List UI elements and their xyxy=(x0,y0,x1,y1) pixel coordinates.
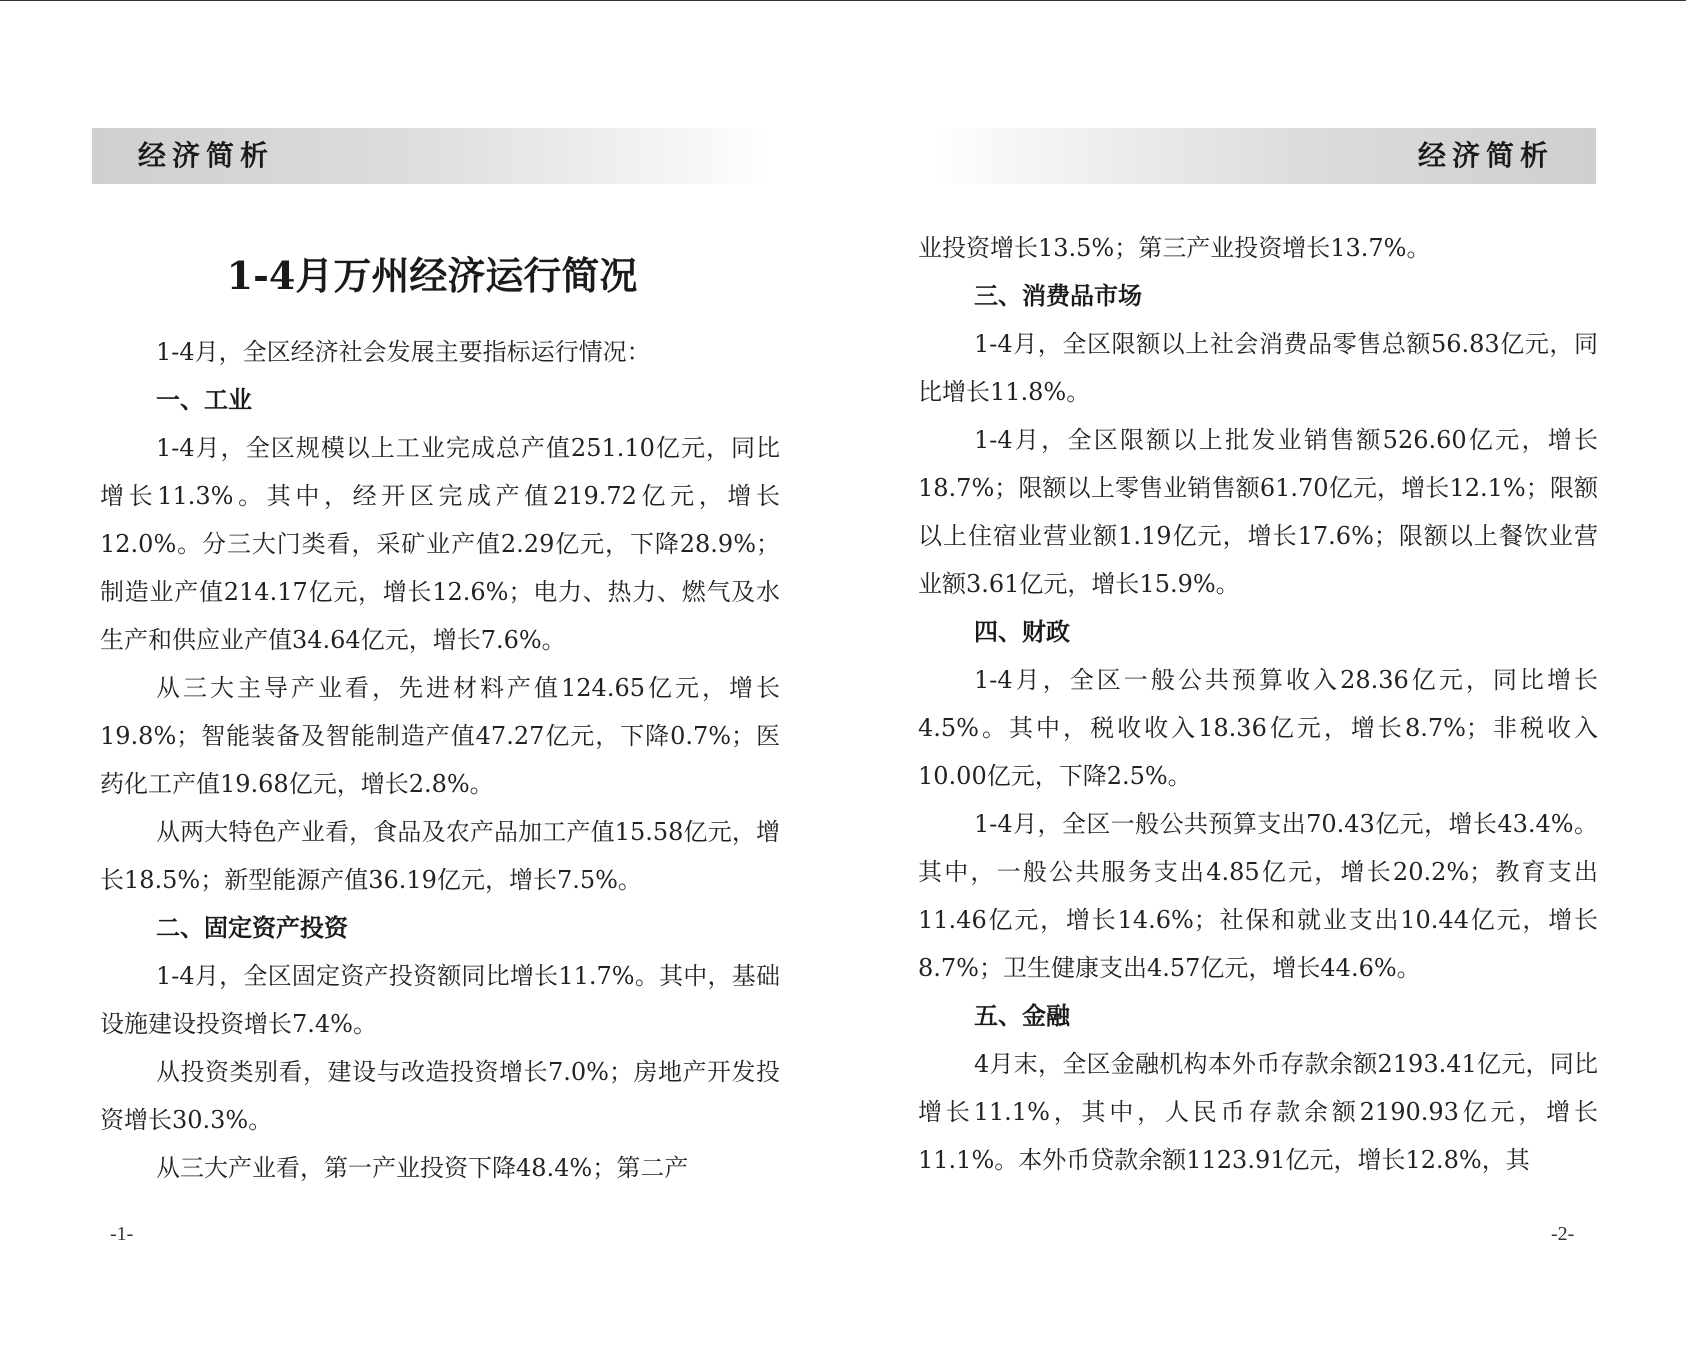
section-heading-fixed-investment: 二、固定资产投资 xyxy=(156,914,348,942)
left-header-title: 经济简析 xyxy=(138,139,275,172)
section-heading-finance-budget: 四、财政 xyxy=(974,618,1070,646)
right-page-number: -2- xyxy=(1551,1223,1575,1245)
investment-category-paragraph: 从投资类别看，建设与改造投资增长7.0%；房地产开发投资增长30.3%。 xyxy=(100,1058,780,1134)
left-header-band xyxy=(92,128,772,184)
section-heading-industry: 一、工业 xyxy=(156,386,252,414)
intro-paragraph: 1-4月，全区经济社会发展主要指标运行情况： xyxy=(156,338,651,366)
left-page-content xyxy=(100,328,780,1192)
right-page-content xyxy=(918,224,1598,1184)
right-header-band xyxy=(933,128,1596,184)
section-heading-banking: 五、金融 xyxy=(974,1002,1070,1030)
section-heading-consumer-market: 三、消费品市场 xyxy=(974,282,1142,310)
featured-industries-paragraph: 从两大特色产业看，食品及农产品加工产值15.58亿元，增长18.5%；新型能源产值36.19亿元，增长7.5%。 xyxy=(100,818,780,894)
fixed-investment-paragraph: 1-4月，全区固定资产投资额同比增长11.7%。其中，基础设施建设投资增长7.4%。 xyxy=(100,962,780,1038)
retail-sales-paragraph: 1-4月，全区限额以上社会消费品零售总额56.83亿元，同比增长11.8%。 xyxy=(918,330,1598,406)
budget-expenditure-paragraph: 1-4月，全区一般公共预算支出70.43亿元，增长43.4%。其中，一般公共服务支出4.85亿元，增长20.2%；教育支出11.46亿元，增长14.6%；社保和就业支出10.44亿元，增长8.7%；卫生健康支出4.57亿元，增长44.6%。 xyxy=(918,810,1598,982)
deposits-loans-paragraph: 4月末，全区金融机构本外币存款余额2193.41亿元，同比增长11.1%，其中，人民币存款余额2190.93亿元，增长11.1%。本外币贷款余额1123.91亿元，增长12.8%，其 xyxy=(918,1050,1598,1174)
investment-by-sector-paragraph: 从三大产业看，第一产业投资下降48.4%；第二产 xyxy=(156,1154,689,1182)
industry-output-paragraph: 1-4月，全区规模以上工业完成总产值251.10亿元，同比增长11.3%。其中，经开区完成产值219.72亿元，增长12.0%。分三大门类看，采矿业产值2.29亿元，下降28.9%；制造业产值214.17亿元，增长12.6%；电力、热力、燃气及水生产和供应业产值34.64亿元，增长7.6%。 xyxy=(100,434,780,654)
continuation-paragraph: 业投资增长13.5%；第三产业投资增长13.7%。 xyxy=(918,234,1431,262)
budget-revenue-paragraph: 1-4月，全区一般公共预算收入28.36亿元，同比增长4.5%。其中，税收收入18.36亿元，增长8.7%；非税收入10.00亿元，下降2.5%。 xyxy=(918,666,1598,790)
article-title: 1-4月万州经济运行简况 xyxy=(226,253,638,298)
leading-industries-paragraph: 从三大主导产业看，先进材料产值124.65亿元，增长19.8%；智能装备及智能制造产值47.27亿元，下降0.7%；医药化工产值19.68亿元，增长2.8%。 xyxy=(100,674,780,798)
right-page xyxy=(843,0,1686,1353)
wholesale-retail-paragraph: 1-4月，全区限额以上批发业销售额526.60亿元，增长18.7%；限额以上零售业销售额61.70亿元，增长12.1%；限额以上住宿业营业额1.19亿元，增长17.6%；限额以上餐饮业营业额3.61亿元，增长15.9%。 xyxy=(918,426,1598,598)
left-page-number: -1- xyxy=(110,1223,134,1245)
right-header-title: 经济简析 xyxy=(1417,139,1554,172)
